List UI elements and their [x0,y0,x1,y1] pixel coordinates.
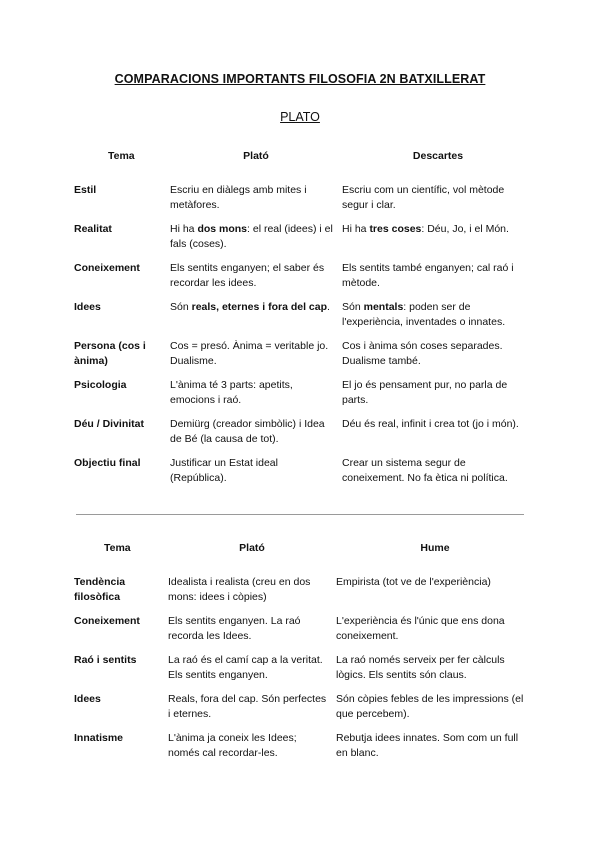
cell-text: : Déu, Jo, i el Món. [421,223,509,235]
row-theme: Innatisme [74,732,124,744]
cell-text: Empirista (tot ve de l'experiència) [336,576,491,588]
emphasis-text: tres coses [369,223,422,235]
row-plato-cell [170,456,342,495]
emphasis-text: mentals [363,301,404,313]
section-title: PLATO [280,110,320,124]
table-row [74,183,534,222]
row-plato-cell [168,692,336,731]
table-row [74,653,534,692]
table-row [74,417,534,456]
row-theme: Idees [74,301,101,313]
cell-text: Els sentits també enganyen; cal raó i mètode. [342,262,514,289]
cell-text: Escriu com un científic, vol mètode segur i clar. [342,184,505,211]
table-row [74,222,534,261]
table-body [74,183,534,495]
row-theme: Tendència filosòfica [74,576,126,603]
header-plato: Plató [243,150,269,162]
cell-text: La raó és el camí cap a la veritat. Els sentits enganyen. [168,654,323,681]
table-header-row [74,149,534,164]
row-other-cell [342,183,534,222]
row-plato-cell [170,417,342,456]
row-other-cell [342,222,534,261]
row-theme: Raó i sentits [74,654,137,666]
row-other-cell [342,261,534,300]
cell-text: Els sentits enganyen; el saber és recordar les idees. [170,262,325,289]
table-body [74,575,534,770]
row-theme: Coneixement [74,262,140,274]
row-theme: Realitat [74,223,112,235]
emphasis-text: dos mons [197,223,248,235]
row-theme: Idees [74,693,101,705]
cell-text: Els sentits enganyen. La raó recorda les Idees. [168,615,301,642]
cell-text: Són [342,301,364,313]
comparison-table-plato-hume [74,541,534,770]
cell-text: L'ànima té 3 parts: apetits, emocions i raó. [170,379,293,406]
row-other-cell [342,456,534,495]
header-descartes: Descartes [412,150,464,162]
cell-text: El jo és pensament pur, no parla de parts. [342,379,508,406]
cell-text: Són còpies febles de les impressions (el que percebem). [336,693,524,720]
header-hume: Hume [420,542,450,554]
cell-text: Cos = presó. Ànima = veritable jo. Dualisme. [170,340,329,367]
table-row [74,378,534,417]
row-theme: Estil [74,184,97,196]
row-plato-cell [170,339,342,378]
row-plato-cell [168,653,336,692]
row-plato-cell [170,300,342,339]
row-plato-cell [170,222,342,261]
comparison-table-plato-descartes [74,149,534,495]
cell-text: : poden ser de l'experiència, inventades o innates. [342,301,506,328]
cell-text: L'experiència és l'únic que ens dona coneixement. [336,615,505,642]
emphasis-text: reals, eternes i fora del cap [191,301,328,313]
row-other-cell [342,300,534,339]
table-row [74,575,534,614]
document-title: COMPARACIONS IMPORTANTS FILOSOFIA 2N BATXILLERAT [114,72,486,86]
cell-text: Escriu en diàlegs amb mites i metàfores. [170,184,307,211]
table-row [74,339,534,378]
cell-text: Crear un sistema segur de coneixement. No fa ètica ni política. [342,457,508,484]
cell-text: Demiürg (creador simbòlic) i Idea de Bé (la causa de tot). [170,418,325,445]
cell-text: Són [170,301,192,313]
table-header-row [74,541,534,556]
row-plato-cell [168,575,336,614]
table-row [74,300,534,339]
cell-text: . [327,301,330,313]
row-plato-cell [170,378,342,417]
cell-text: Déu és real, infinit i crea tot (jo i món). [342,418,519,430]
row-other-cell [336,575,534,614]
row-plato-cell [170,261,342,300]
cell-text: Rebutja idees innates. Som com un full en blanc. [336,732,519,759]
row-theme: Psicologia [74,379,127,391]
table-row [74,261,534,300]
cell-text: Justificar un Estat ideal (República). [170,457,278,484]
header-plato: Plató [239,542,265,554]
row-theme: Déu / Divinitat [74,418,145,430]
cell-text: : el real (idees) i el fals (coses). [170,223,333,250]
row-other-cell [336,692,534,731]
header-theme: Tema [108,150,135,162]
row-plato-cell [168,614,336,653]
header-theme: Tema [104,542,131,554]
table-row [74,692,534,731]
row-other-cell [342,339,534,378]
row-other-cell [336,614,534,653]
cell-text: Hi ha [342,223,370,235]
table-row [74,456,534,495]
row-theme: Coneixement [74,615,140,627]
cell-text: L'ànima ja coneix les Idees; només cal recordar-les. [168,732,297,759]
row-plato-cell [168,731,336,770]
section-divider [76,514,524,515]
cell-text: Reals, fora del cap. Són perfectes i eternes. [168,693,327,720]
table-row [74,731,534,770]
cell-text: Cos i ànima són coses separades. Dualisme també. [342,340,503,367]
table-row [74,614,534,653]
row-other-cell [342,417,534,456]
row-theme: Persona (cos i ànima) [74,340,146,367]
cell-text: Hi ha [170,223,198,235]
cell-text: Idealista i realista (creu en dos mons: idees i còpies) [168,576,311,603]
row-other-cell [336,731,534,770]
row-other-cell [336,653,534,692]
row-theme: Objectiu final [74,457,141,469]
row-plato-cell [170,183,342,222]
row-other-cell [342,378,534,417]
cell-text: La raó només serveix per fer càlculs lògics. Els sentits són claus. [336,654,505,681]
